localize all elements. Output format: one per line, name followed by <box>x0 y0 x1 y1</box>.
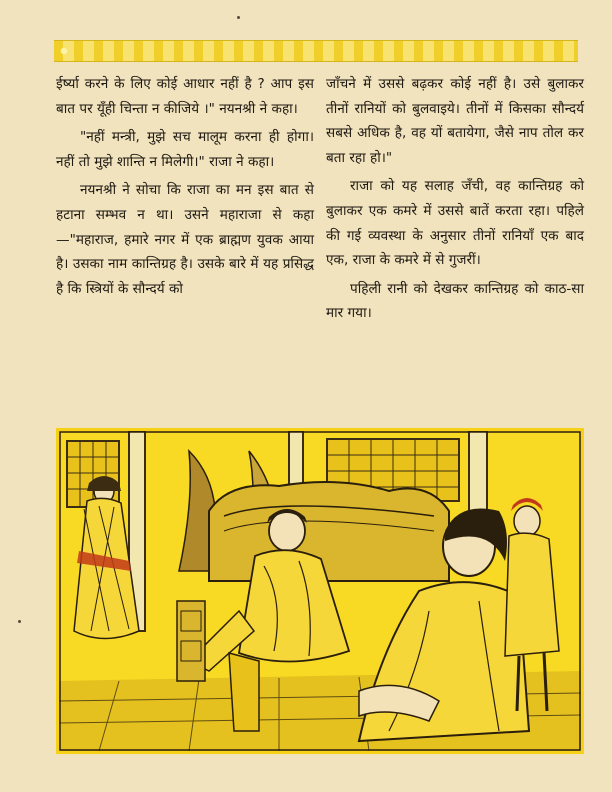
decorative-top-band <box>54 40 578 62</box>
story-illustration <box>56 428 584 754</box>
paragraph: ईर्ष्या करने के लिए कोई आधार नहीं है ? आप इस बात पर यूँही चिन्ता न कीजिये ।" नयनश्री ने कहा। <box>56 76 314 117</box>
paragraph: जाँचने में उससे बढ़कर कोई नहीं है। उसे बुलाकर तीनों रानियों को बुलवाइये। तीनों में किसका सौन्दर्य सबसे अधिक है, वह यों बतायेगा, जैसे नाप तोल कर बता रहा हो।" <box>326 76 584 166</box>
page-dot <box>18 620 21 623</box>
paragraph: राजा को यह सलाह जँची, वह कान्तिग्रह को बुलाकर एक कमरे में उससे बातें करता रहा। पहिले की गई व्यवस्था के अनुसार तीनों रानियाँ एक बाद एक, राजा के कमरे में से गुजरीं। <box>326 178 584 269</box>
paragraph: नयनश्री ने सोचा कि राजा का मन इस बात से हटाना सम्भव न था। उसने महाराजा से कहा—"महाराज, हमारे नगर में एक ब्राह्मण युवक आया है। उसका नाम कान्तिग्रह है। उसके बारे में यह प्रसिद्ध है कि स्त्रियों के सौन्दर्य को <box>56 182 314 297</box>
text-column-right <box>326 72 584 326</box>
paragraph: पहिली रानी को देखकर कान्तिग्रह को काठ-सा मार गया। <box>326 280 584 322</box>
text-column-left <box>56 72 314 301</box>
paragraph: "नहीं मन्त्री, मुझे सच मालूम करना ही होगा। नहीं तो मुझे शान्ति न मिलेगी।" राजा ने कहा। <box>56 129 314 170</box>
illustration-drawing <box>59 431 581 751</box>
page-dot <box>237 16 240 19</box>
